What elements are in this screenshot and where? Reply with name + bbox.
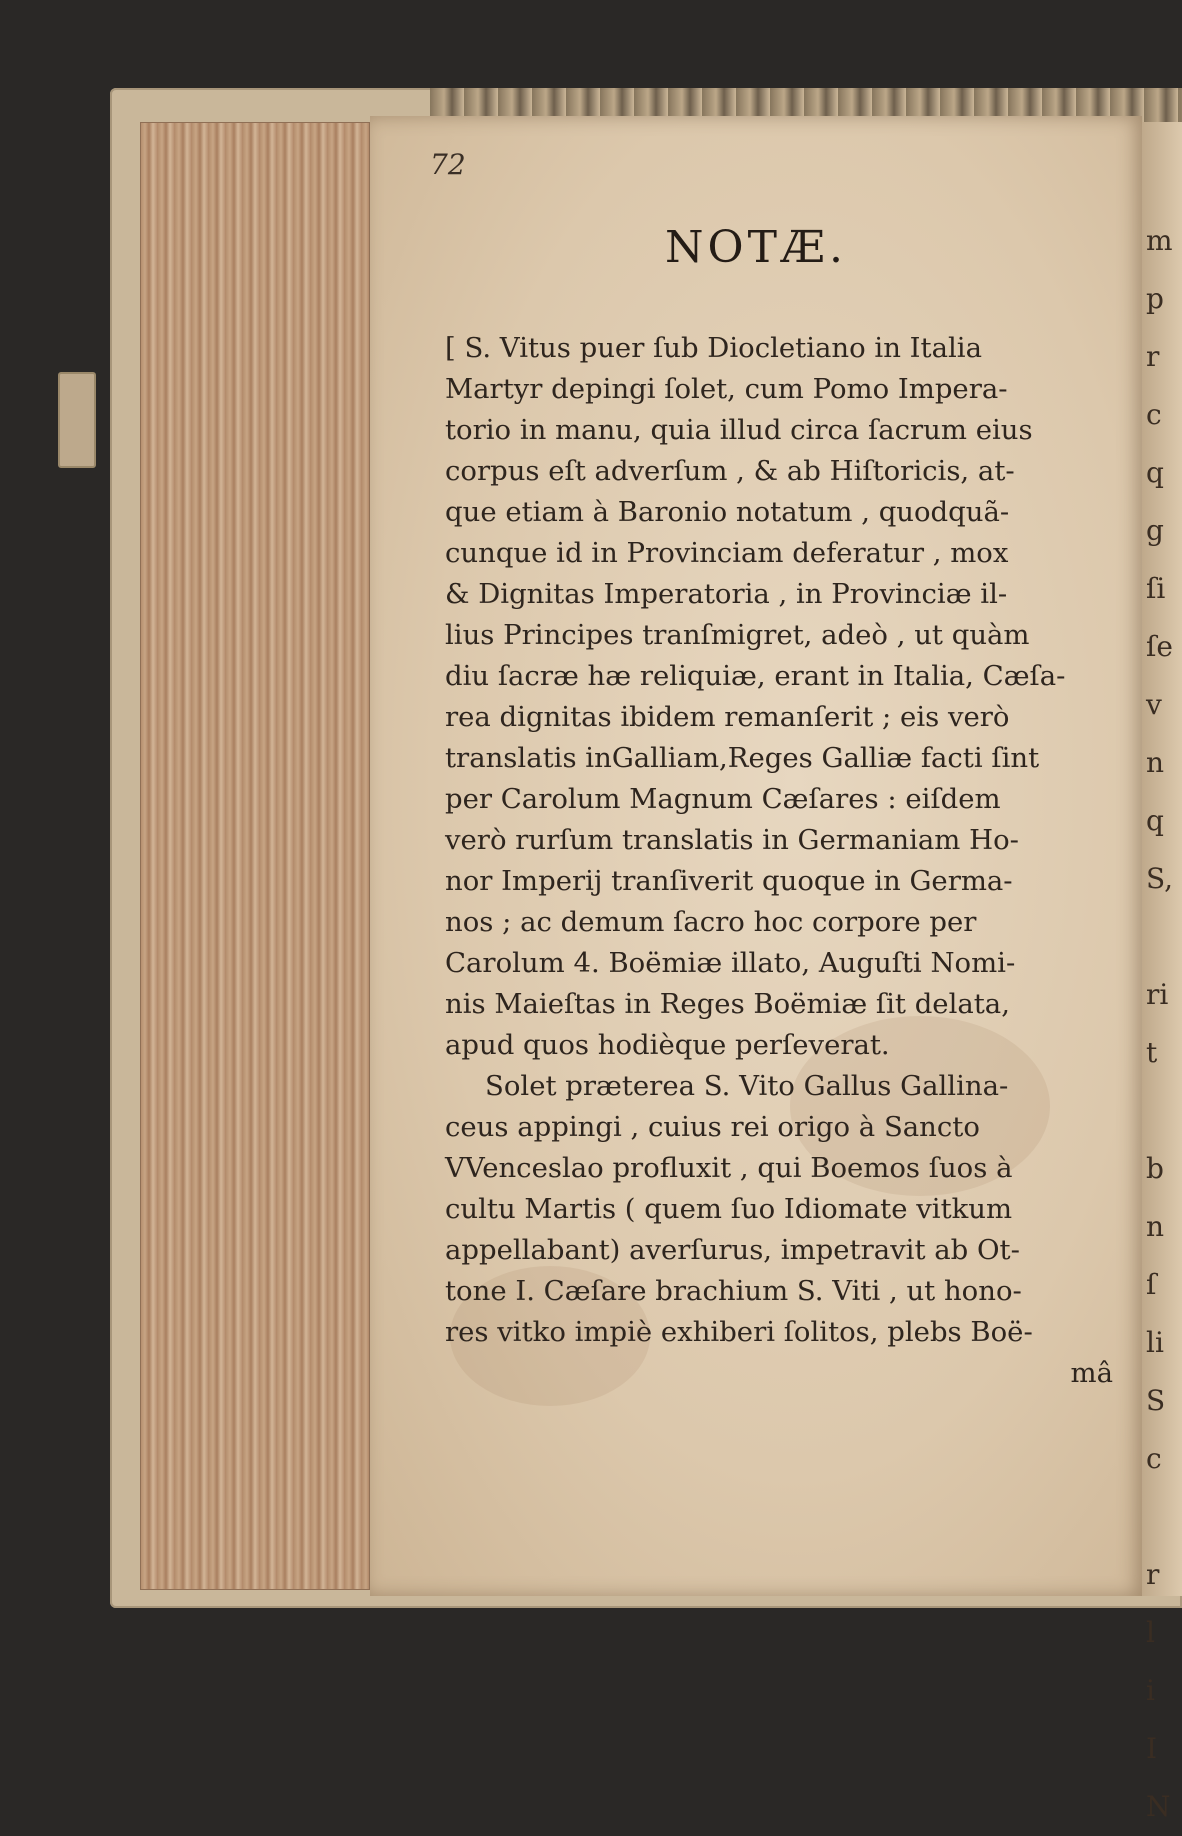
text-line: Solet præterea S. Vito Gallus Gallina- [485, 1070, 1009, 1102]
page-title: NOTÆ. [665, 222, 847, 273]
facing-page-letter: n [1146, 746, 1165, 779]
facing-page-letter: l [1146, 1616, 1155, 1649]
facing-page-letter [1146, 1082, 1182, 1140]
text-line: nos ; ac demum ſacro hoc corpore per [445, 906, 977, 938]
text-line: res vitko impiè exhiberi ſolitos, plebs Boë- [445, 1316, 1033, 1348]
facing-page-letter [1146, 908, 1182, 966]
facing-page-letter: b [1146, 1152, 1164, 1185]
text-line: appellabant) averſurus, impetravit ab Ot- [445, 1234, 1020, 1266]
facing-page-letter: t [1146, 1036, 1158, 1069]
text-line: lius Principes tranſmigret, adeò , ut quàm [445, 619, 1030, 651]
text-line: VVenceslao profluxit , qui Boemos ſuos à [445, 1152, 1013, 1184]
page-number: 72 [430, 148, 466, 181]
text-line: torio in manu, quia illud circa ſacrum eius [445, 414, 1033, 446]
facing-page-letter: q [1146, 804, 1164, 837]
text-line: nis Maieſtas in Reges Boëmiæ ſit delata, [445, 988, 1010, 1020]
facing-page-letter: r [1146, 340, 1160, 373]
facing-page-letter: g [1146, 514, 1164, 547]
text-line: corpus eſt adverſum , & ab Hiſtoricis, at- [445, 455, 1015, 487]
facing-page-letter: v [1146, 688, 1162, 721]
text-line: apud quos hodièque perſeverat. [445, 1029, 890, 1061]
facing-page-letter [1146, 1488, 1182, 1546]
facing-page-letter: m [1146, 224, 1173, 257]
catchword: mâ [1070, 1357, 1113, 1389]
facing-page-edge [1142, 122, 1182, 1823]
facing-page-letter: ri [1146, 978, 1169, 1011]
facing-page-letter: I [1146, 1732, 1158, 1765]
text-line: cultu Martis ( quem ſuo Idiomate vitkum [445, 1193, 1013, 1225]
facing-page-letter: ſe [1146, 630, 1173, 663]
facing-page-letter: c [1146, 1442, 1162, 1475]
bookmark-tab [58, 372, 96, 468]
facing-page-letter: ſ [1146, 1268, 1157, 1301]
facing-page-letter: q [1146, 456, 1164, 489]
facing-page-letter: S, [1146, 862, 1174, 895]
text-line: ceus appingi , cuius rei origo à Sancto [445, 1111, 980, 1143]
text-line: Martyr depingi ſolet, cum Pomo Impera- [445, 373, 1008, 405]
text-line: nor Imperij tranſiverit quoque in Germa- [445, 865, 1013, 897]
text-line: Carolum 4. Boëmiæ illato, Auguſti Nomi- [445, 947, 1016, 979]
facing-page-letter: p [1146, 282, 1164, 315]
facing-page-letter: n [1146, 1210, 1165, 1243]
text-line: per Carolum Magnum Cæſares : eiſdem [445, 783, 1001, 815]
text-line: tone I. Cæſare brachium S. Viti , ut hono- [445, 1275, 1022, 1307]
text-line: diu ſacræ hæ reliquiæ, erant in Italia, Cæſa- [445, 660, 1066, 692]
facing-page-text [1146, 212, 1182, 1836]
text-line: [ S. Vitus puer ſub Diocletiano in Italia [445, 332, 982, 364]
facing-page-letter: ſi [1146, 572, 1166, 605]
page-edges [140, 122, 370, 1590]
text-line: cunque id in Provinciam deferatur , mox [445, 537, 1009, 569]
text-line: translatis inGalliam,Reges Galliæ facti ſint [445, 742, 1040, 774]
facing-page-letter: li [1146, 1326, 1164, 1359]
text-line: que etiam à Baronio notatum , quodquã- [445, 496, 1010, 528]
facing-page-letter: r [1146, 1558, 1160, 1591]
text-line: verò rurſum translatis in Germaniam Ho- [445, 824, 1019, 856]
text-line: rea dignitas ibidem remanſerit ; eis verò [445, 701, 1010, 733]
text-line: & Dignitas Imperatoria , in Provinciæ il- [445, 578, 1008, 610]
facing-page-letter: c [1146, 398, 1162, 431]
facing-page-letter: i [1146, 1674, 1155, 1707]
facing-page-letter: S [1146, 1384, 1166, 1417]
body-text [445, 328, 1113, 1394]
facing-page-letter: N [1146, 1790, 1171, 1823]
